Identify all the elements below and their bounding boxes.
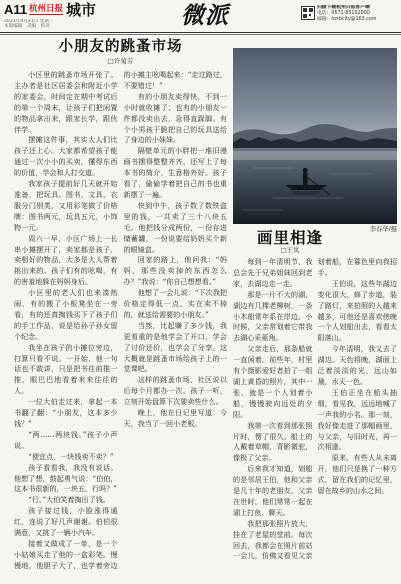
article1-paragraph: 小区里的跳蚤市场开张了。主办者是社区居委会和附近小学的家委会，时间定在期中考试后的第一个周末，让孩子们把闲置的物品拿出来，跟家长学，跟伙伴学。 bbox=[14, 70, 118, 134]
contact-line-phone: 电话：0571-85102000 bbox=[317, 10, 370, 16]
article2-paragraph: 父亲走后，那条船就一直闲着。前些年，村里有个摄影爱好者拍了一组湖上黄昏的照片，其中一张，就是一个人划着小船，慢慢驶向远处的夕阳。 bbox=[233, 344, 313, 419]
article2-paragraph: 后来我才知道，划船的是邻居王伯，他和父亲是几十年的老朋友。父亲在世时，他们常常一起在湖上打鱼、聊天。 bbox=[233, 464, 313, 517]
article1-paragraph: 我家孩子提前好几天就开始准备，把玩具、图书、文具、衣服分门别类，又用彩笔做了价格牌：图书两元，玩具五元，小饰物一元。 bbox=[14, 179, 118, 232]
article2-byline: □王岚 bbox=[280, 247, 300, 254]
article1-paragraph: 孩子看看我，我没有说话。他想了想，鼓起勇气说：“伯伯，这本书很新的，一块五，行吗？” bbox=[14, 462, 118, 494]
boatman-head bbox=[303, 168, 308, 173]
article1-paragraph: 快到中午，孩子数了数铁盒里的钱，一共卖了三十八块五毛。他把钱分成两份，一份存进储蓄罐，一份说要给奶奶买个新的眼镜盒。 bbox=[123, 200, 227, 254]
article2-paragraph: 那是一片不大的湖，湖边有几棵老柳树，一条小木船常年系在岸边。小时候，父亲常划着它带我去湖心采菱角。 bbox=[233, 289, 313, 343]
article2-paragraph: 我第一次看到那张照片时，愣了很久。船上的人戴着草帽，背影微驼，像极了父亲。 bbox=[233, 420, 313, 463]
contact-line-email: 邮箱：hzrbcity@163.com bbox=[317, 16, 377, 22]
article1-paragraph: 小区里的老人们也来凑热闹，有的搬了小板凳坐在一旁看，有的还真掏钱买下了孩子们的手工作品，说是给孙子孙女留个纪念。 bbox=[14, 288, 118, 341]
article1-paragraph: 周六一早，小区广场上一长串小摊摆开了，卖家都是孩子，卖相好的物品，大多是大人帮着挑出来的。孩子们有的吆喝，有的害羞地躲在妈妈身后。 bbox=[14, 233, 118, 287]
newspaper-logo: 杭州日报 bbox=[29, 4, 64, 14]
boatman-body bbox=[303, 173, 308, 185]
article2-paragraph: 王伯正坐在船头抽烟，看见我，远远地喊了一声我的小名。那一刻，我好像走进了那幅画里，与父亲，与旧时光，再一次相逢。 bbox=[317, 387, 397, 452]
issue-meta bbox=[4, 19, 104, 30]
photo-light-reflection bbox=[233, 151, 397, 160]
article1-paragraph: 当然，比起赚了多少钱，我更看重的是他学会了开口，学会了讨价还价，也学会了分享。这大概就是跳蚤市场给孩子上的一堂课吧。 bbox=[123, 320, 227, 374]
page-number: A11 bbox=[4, 2, 28, 17]
article2-paragraph: 每到一年清明节，我总会先于兄弟姐妹回到老家，去湖边走一走。 bbox=[233, 257, 313, 288]
article1-paragraph: 隔壁单元的小胖把一堆旧漫画书摆得整整齐齐，还写上了每本书的简介，生意格外好。孩子看了，偷偷学着把自己的书也重新摆了一遍。 bbox=[123, 146, 227, 199]
article2-paragraph: 王伯说，这些年湖边变化很大，修了步道，装了路灯，来拍照的人越来越多，可他还是喜欢傍晚一个人划船出去，看看太阳落山。 bbox=[317, 278, 397, 343]
article1-paragraph: 晚上，他在日记里写道：今天，我当了一回小老板。 bbox=[123, 408, 227, 428]
column-name: 微派 bbox=[181, 2, 229, 29]
article2-paragraph: 原来，有些人从未离开，他们只是换了一种方式，留在我们的记忆里，留在故乡的山水之间。 bbox=[317, 453, 397, 496]
article2-paragraph: 我把那张照片放大，挂在了老屋的堂前。每次回去，我都会在照片前站一会儿，仿佛又看见父亲划着船，在暮色里向我招手。 bbox=[233, 257, 397, 561]
article2-paragraph: 今年清明，我又去了湖边。天色将晚，湖面上泛着淡淡的光，远山如黛，水天一色。 bbox=[317, 344, 397, 386]
article1-body bbox=[14, 70, 227, 582]
issue-editors: 本版编辑 美编 校对 bbox=[4, 24, 50, 30]
issue-date: 2021年4月21日 星期三 bbox=[4, 19, 54, 24]
boat-reflection bbox=[291, 191, 321, 195]
article1-paragraph: 接着又做成了一单，是一个小姑娘买走了他的一盒彩笔。慢慢地，他胆子大了，也学着旁边的小摊主吆喝起来：“走过路过，不要错过！” bbox=[14, 70, 227, 570]
article1-title: 小朋友的跳蚤市场 bbox=[58, 38, 183, 55]
article1-paragraph: 孩子接过钱，小脸涨得通红，连说了好几声谢谢。伯伯很满意，又挑了一辆小汽车。 bbox=[14, 506, 118, 538]
lake-boat-photo bbox=[233, 48, 397, 224]
article1-byline: □许菊芬 bbox=[107, 57, 134, 65]
article1-paragraph: 他想了一会儿说：“下次我把价格定得低一点，实在卖不掉的，就送给需要的小朋友。” bbox=[123, 288, 227, 319]
contact-line-app: 扫描下载杭州日报客户端 bbox=[317, 5, 370, 10]
photo-credit: 李春华/摄 bbox=[369, 226, 397, 233]
qr-code-icon bbox=[301, 6, 315, 20]
article1-paragraph: 一位大伯走过来，拿起一本书翻了翻：“小朋友，这本多少钱？” bbox=[14, 397, 118, 428]
contact-box bbox=[317, 5, 397, 22]
header-rule bbox=[0, 32, 401, 33]
article1-paragraph: “便宜点，一块钱卖不卖？” bbox=[28, 451, 114, 461]
article1-paragraph: “两……两块钱。”孩子小声说。 bbox=[14, 429, 118, 450]
article1-paragraph: “行。”大伯笑着掏出了钱。 bbox=[28, 495, 110, 505]
article1-paragraph: 回家的路上，他问我：“妈妈，那些没卖掉的东西怎么办？”我说：“你自己想想看。” bbox=[123, 255, 227, 287]
article1-paragraph: 这样的跳蚤市场，社区说以后每个月都办一次。孩子一听，立刻开始盘算下次要卖些什么。 bbox=[123, 375, 227, 407]
article2-title: 画里相逢 bbox=[256, 228, 323, 247]
article1-paragraph: 摆摊这件事，其实大人们比孩子还上心。大家都希望孩子能通过一次小小的买卖，懂得东西的价值，学会和人打交道。 bbox=[14, 135, 118, 178]
article1-paragraph: 有的小朋友卖得快，不到一小时就收摊了；也有的小朋友一件都没卖出去，急得直跺脚。有个小男孩干脆把自己的玩具送给了身边的小妹妹。 bbox=[123, 91, 227, 145]
article2-body bbox=[233, 257, 397, 582]
article1-paragraph: 我坐在孩子的小摊位旁边，打算只看不说。一开始，他一句话也不敢讲，只是把书往前推一推，眼巴巴地看着来来往往的人。 bbox=[14, 342, 118, 396]
section-name: 城市 bbox=[66, 1, 97, 19]
header-rule-thin bbox=[0, 34, 401, 35]
